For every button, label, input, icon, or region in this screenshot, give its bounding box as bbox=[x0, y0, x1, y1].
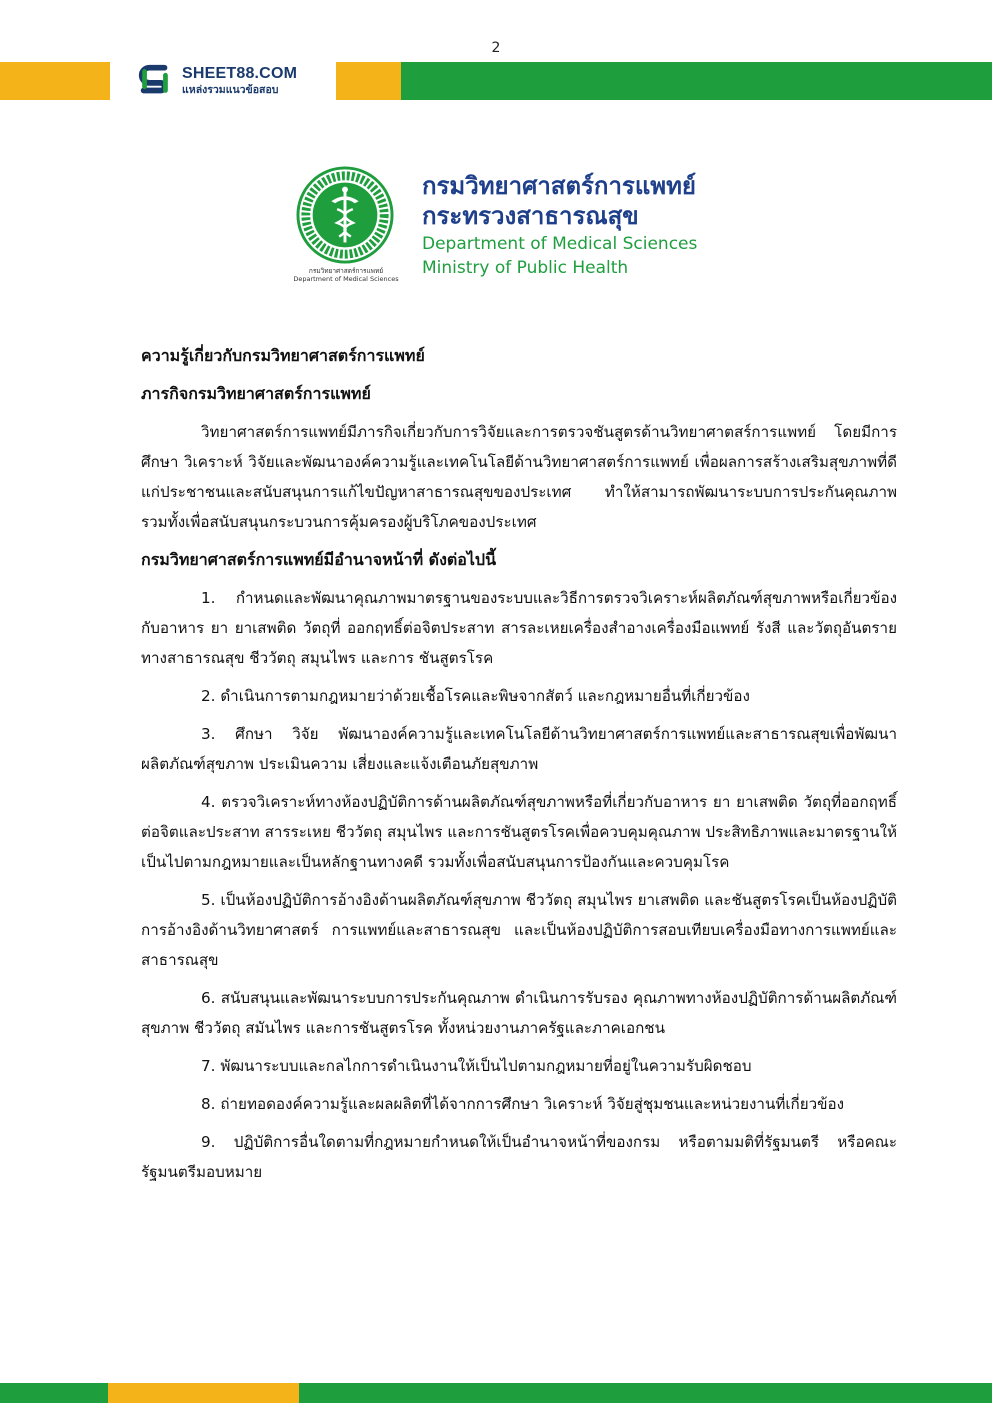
duty-item: 3. ศึกษา วิจัย พัฒนาองค์ความรู้และเทคโนโลยีด้านวิทยาศาสตร์การแพทย์และสาธารณสุขเพื่อพัฒนาผลิตภัณฑ์สุขภาพ ประเมินความ เสี่ยงและแจ้งเตือนภัยสุขภาพ bbox=[141, 725, 897, 773]
document-body bbox=[141, 341, 897, 1187]
footer-band-green-left bbox=[0, 1383, 108, 1403]
page-number: 2 bbox=[491, 40, 501, 56]
duty-item: 4. ตรวจวิเคราะห์ทางห้องปฏิบัติการด้านผลิตภัณฑ์สุขภาพหรือที่เกี่ยวกับอาหาร ยา ยาเสพติด วัตถุที่ออกฤทธิ์ต่อจิตและประสาท สารระเหย ชีววัตถุ สมุนไพร และการชันสูตรโรคเพื่อควบคุมคุณภาพ ประสิทธิภาพและมาตรฐานให้เป็นไปตามกฎหมายและเป็นหลักฐานทางคดี รวมทั้งเพื่อสนับสนุนการป้องกันและควบคุมโรค bbox=[141, 793, 897, 871]
heading-mission: ภารกิจกรมวิทยาศาสตร์การแพทย์ bbox=[141, 384, 371, 403]
seal-caption-th: กรมวิทยาศาสตร์การแพทย์ bbox=[308, 267, 384, 275]
seal-caption bbox=[290, 267, 402, 283]
s-logo-icon bbox=[136, 62, 174, 100]
department-logo bbox=[290, 162, 750, 292]
duty-item: 9. ปฏิบัติการอื่นใดตามที่กฎหมายกำหนดให้เป็นอำนาจหน้าที่ของกรม หรือตามมติที่รัฐมนตรี หรือคณะรัฐมนตรีมอบหมาย bbox=[141, 1133, 897, 1181]
department-name-en: Department of Medical Sciences bbox=[422, 234, 698, 254]
ministry-name-th: กระทรวงสาธารณสุข bbox=[422, 202, 639, 230]
header-band-green bbox=[401, 62, 992, 100]
brand-tagline: แหล่งรวมแนวข้อสอบ bbox=[182, 84, 279, 97]
brand-name: SHEET88.COM bbox=[182, 65, 298, 83]
duty-item: 5. เป็นห้องปฏิบัติการอ้างอิงด้านผลิตภัณฑ์สุขภาพ ชีววัตถุ สมุนไพร ยาเสพติด และชันสูตรโรคเป็นห้องปฏิบัติการอ้างอิงด้านวิทยาศาสตร์ การแพทย์และสาธารณสุข และเป็นห้องปฏิบัติการสอบเทียบเครื่องมือทางการแพทย์และสาธารณสุข bbox=[141, 891, 897, 969]
seal-caption-en: Department of Medical Sciences bbox=[293, 275, 399, 284]
duty-item: 2. ดำเนินการตามกฎหมายว่าด้วยเชื้อโรคและพิษจากสัตว์ และกฎหมายอื่นที่เกี่ยวข้อง bbox=[201, 687, 750, 705]
heading-duties: กรมวิทยาศาสตร์การแพทย์มีอำนาจหน้าที่ ดังต่อไปนี้ bbox=[141, 550, 497, 569]
duty-item: 8. ถ่ายทอดองค์ความรู้และผลผลิตที่ได้จากการศึกษา วิเคราะห์ วิจัยสู่ชุมชนและหน่วยงานที่เกี่ยวข้อง bbox=[201, 1095, 845, 1113]
ministry-name-en: Ministry of Public Health bbox=[422, 258, 629, 278]
duty-item: 1. กำหนดและพัฒนาคุณภาพมาตรฐานของระบบและวิธีการตรวจวิเคราะห์ผลิตภัณฑ์สุขภาพหรือเกี่ยวข้องกับอาหาร ยา ยาเสพติด วัตถุที่ ออกฤทธิ์ต่อจิตประสาท สารละเหยเครื่องสำอางเครื่องมือแพทย์ รังสี และวัตถุอันตรายทางสาธารณสุข ชีววัตถุ สมุนไพร และการ ชันสูตรโรค bbox=[141, 589, 897, 667]
caduceus-seal-icon bbox=[296, 166, 394, 264]
duty-item: 7. พัฒนาระบบและกลไกการดำเนินงานให้เป็นไปตามกฎหมายที่อยู่ในความรับผิดชอบ bbox=[201, 1057, 752, 1075]
header-band-yellow-right bbox=[336, 62, 401, 100]
department-name-th: กรมวิทยาศาสตร์การแพทย์ bbox=[422, 172, 696, 200]
duty-item: 6. สนับสนุนและพัฒนาระบบการประกันคุณภาพ ดำเนินการรับรอง คุณภาพทางห้องปฏิบัติการด้านผลิตภัณฑ์สุขภาพ ชีววัตถุ สมันไพร และการชันสูตรโรค ทั้งหน่วยงานภาครัฐและภาคเอกชน bbox=[141, 989, 897, 1037]
footer-band-green-right bbox=[299, 1383, 992, 1403]
heading-about: ความรู้เกี่ยวกับกรมวิทยาศาสตร์การแพทย์ bbox=[141, 346, 425, 365]
mission-paragraph: วิทยาศาสตร์การแพทย์มีภารกิจเกี่ยวกับการวิจัยและการตรวจชันสูตรด้านวิทยาศาตสร์การแพทย์ โดยมีการศึกษา วิเคราะห์ วิจัยและพัฒนาองค์ความรู้และเทคโนโลยีด้านวิทยาศาสตร์การแพทย์ เพื่อผลการสร้างเสริมสุขภาพที่ดีแก่ประชาชนและสนับสนุนการแก้ไขปัญหาสาธารณสุขของประเทศ ทำให้สามารถพัฒนาระบบการประกันคุณภาพ รวมทั้งเพื่อสนับสนุนกระบวนการคุ้มครองผู้บริโภคของประเทศ bbox=[141, 423, 897, 531]
brand-logo bbox=[136, 62, 297, 100]
footer-band-yellow bbox=[108, 1383, 299, 1403]
header-band-yellow-left bbox=[0, 62, 110, 100]
